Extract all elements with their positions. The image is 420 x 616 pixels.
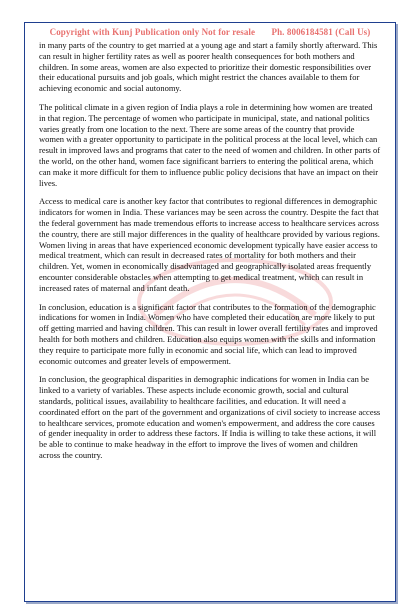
copyright-header [25,27,395,37]
copyright-notice: Copyright with Kunj Publication only Not for resale [49,27,256,37]
paragraph-2: The political climate in a given region of India plays a role in determining how women are treated in that region. The percentage of women who participate in municipal, state, and national politics varies greatly from one location to the next. There are some areas of the country that provide women with a greater opportunity to participate in the political process at the local level, which can result in improved laws and programs that cater to the need of women and children. In other parts of the world, on the other hand, women face significant barriers to entering the political arena, which can make it more difficult for them to influence public policy decisions that have an impact on their lives. [39,101,381,188]
contact-phone: Ph. 8006184581 (Call Us) [271,27,371,37]
document-body [39,40,381,469]
paragraph-4: In conclusion, education is a significant factor that contributes to the formation of the demographic indications for women in India. Women who have completed their education are more likely to put off getting married and having children. This can result in lower overall fertility rates and improved health for both mothers and children. Education also equips women with the skills and information they require to participate more fully in economic and social life, which can lead to improved economic outcomes and greater levels of empowerment. [39,301,378,366]
paragraph-1: in many parts of the country to get married at a young age and start a family shortly afterward. This can result in higher fertility rates as well as poorer health consequences for both mothers and children. In some areas, women are also expected to prioritize their domestic responsibilities over their educational pursuits and job goals, which might restrict the chances available to them for achieving economic and social autonomy. [39,40,378,94]
document-page [24,22,396,602]
paragraph-5: In conclusion, the geographical disparities in demographic indications for women in India can be linked to a variety of variables. These aspects include economic growth, social and cultural standards, political issues, availability to healthcare facilities, and education. It will need a coordinated effort on the part of the government and organizations of civil society to increase access to healthcare services, promote education and women's empowerment, and address the core causes of gender inequality in order to address these factors. If India is willing to take these actions, it will be able to continue to make headway in the effort to improve the lives of women and children across the country. [39,374,381,460]
paragraph-3: Access to medical care is another key factor that contributes to regional differences in demographic indicators for women in India. These variances may be seen across the country. Despite the fact that the federal government has made tremendous efforts to increase access to healthcare services across the country, there are still major differences in the quality of healthcare provided by various regions. Women living in areas that have experienced economic development typically have easier access to medical treatment, which can result in decreased rates of mortality for both mothers and their children. Yet, women in economically disadvantaged and geographically isolated areas frequently encounter considerable obstacles when attempting to get medical treatment, which can result in increased rates of maternal and infant death. [39,196,380,293]
